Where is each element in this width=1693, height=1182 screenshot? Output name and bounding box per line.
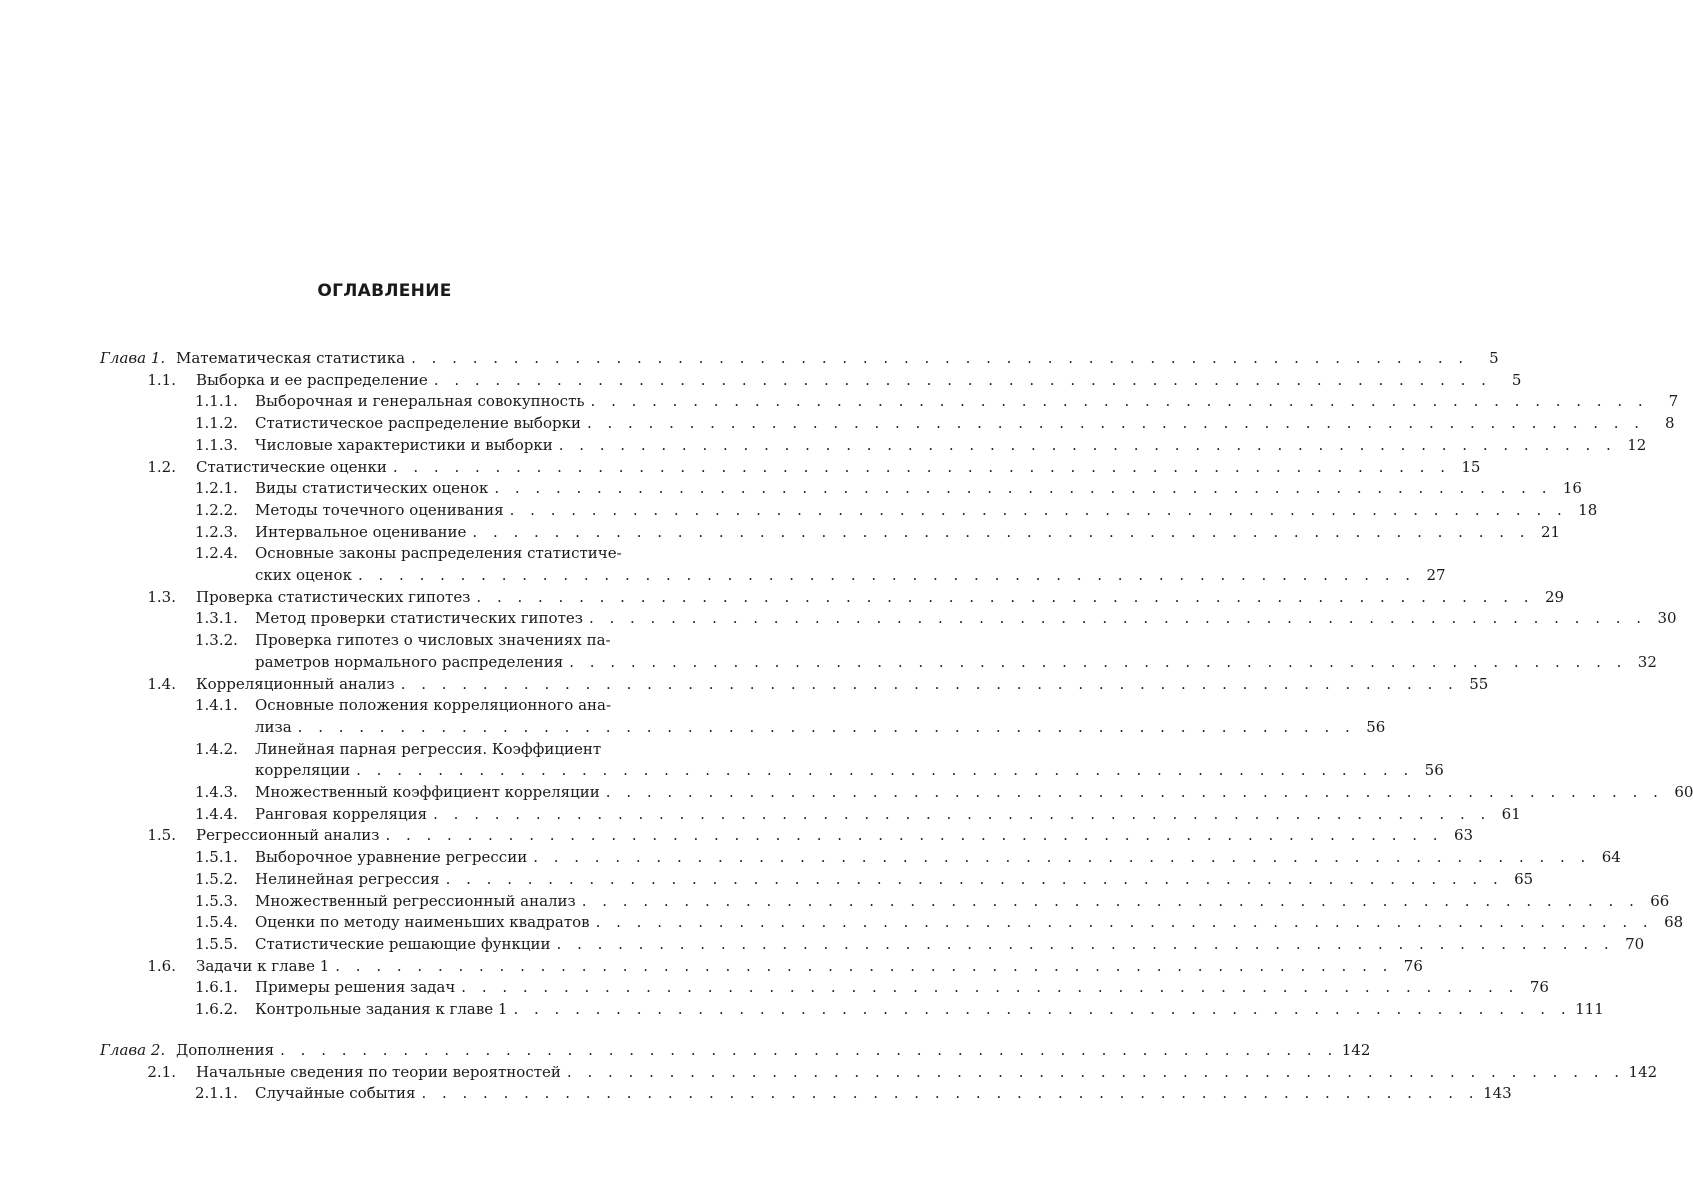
toc-entry-number: 1.5.5. [195,934,238,953]
toc-entry-number: 1.6. [147,956,176,975]
toc-page-number: 32 [1637,652,1657,671]
toc-entry-number: 1.1. [147,370,176,389]
toc-entry-title: Числовые характеристики и выборки [255,435,553,454]
toc-entry-number: 1.4. [147,674,176,693]
toc-entry-number: 2.1. [147,1062,176,1081]
toc-entry-title: Дополнения [176,1040,275,1059]
dot-leader: . . . . . . . . . . . . . . . . . . . . . . . . . . . . . . . . . . . . . . . . . . . . . . . . . . . . [433,370,1492,389]
dot-leader: . . . . . . . . . . . . . . . . . . . . . . . . . . . . . . . . . . . . . . . . . . . . . . . . . . . . [356,761,1414,780]
toc-page-number: 143 [1483,1084,1512,1103]
toc-entry-level-1[interactable] [100,1062,1658,1084]
toc-page-number: 18 [1578,500,1598,519]
toc-page-number: 56 [1366,717,1386,736]
dot-leader: . . . . . . . . . . . . . . . . . . . . . . . . . . . . . . . . . . . . . . . . . . . . . . . . . . . . [476,587,1535,606]
dot-leader: . . . . . . . . . . . . . . . . . . . . . . . . . . . . . . . . . . . . . . . . . . . . . . . . . . . . [297,717,1356,736]
toc-entry-level-0[interactable] [100,348,1499,370]
toc-entry-level-2[interactable] [100,413,1675,435]
toc-entry-number: 1.4.1. [195,696,238,715]
toc-entry-title: Выборочное уравнение регрессии [255,848,528,867]
toc-entry-title: Статистические решающие функции [255,934,551,953]
toc-entry-level-2[interactable] [100,891,1670,913]
toc-entry-title: Статистическое распределение выборки [255,414,581,433]
toc-entry-title: Нелинейная регрессия [255,869,440,888]
toc-entry-level-2[interactable] [100,522,1561,544]
dot-leader: . . . . . . . . . . . . . . . . . . . . . . . . . . . . . . . . . . . . . . . . . . . . . . . . . . . . [513,1000,1572,1019]
toc-entry-title: Задачи к главе 1 [196,956,330,975]
toc-page-number: 111 [1575,1000,1604,1019]
toc-entry-title: Линейная парная регрессия. Коэффициент [255,739,602,758]
toc-entry-number: 1.3.1. [195,609,238,628]
toc-entry-number: 1.5. [147,826,176,845]
toc-entry-number: 1.5.1. [195,848,238,867]
toc-entry-number: Глава 2. [100,1040,166,1059]
toc-page-number: 60 [1674,783,1693,802]
dot-leader: . . . . . . . . . . . . . . . . . . . . . . . . . . . . . . . . . . . . . . . . . . . . . . . . . . . . [472,522,1531,541]
toc-entry-title-continued: лиза [255,717,292,736]
toc-entry-level-1[interactable] [100,674,1489,696]
toc-entry-title: Проверка гипотез о числовых значениях па- [255,631,611,650]
toc-entry-title: Ранговая корреляция [255,804,428,823]
toc-entry-title: Выборочная и генеральная совокупность [255,392,585,411]
toc-entry-number: 2.1.1. [195,1084,238,1103]
toc-page-number: 8 [1665,414,1675,433]
toc-page-number: 70 [1625,934,1645,953]
toc-entry-number: 1.2.4. [195,544,238,563]
toc-entry-level-1[interactable] [100,587,1565,609]
dot-leader: . . . . . . . . . . . . . . . . . . . . . . . . . . . . . . . . . . . . . . . . . . . . . . . . . . . . [357,566,1416,585]
toc-page-number: 76 [1529,978,1549,997]
toc-entry-title: Метод проверки статистических гипотез [255,609,583,628]
toc-page-number: 12 [1627,435,1647,454]
toc-page-number: 65 [1514,869,1534,888]
toc-page-number: 68 [1664,913,1684,932]
toc-entry-title: Множественный коэффициент корреляции [255,783,600,802]
toc-entry-number: 1.3. [147,587,176,606]
toc-entry-title: Методы точечного оценивания [255,500,504,519]
toc-entry-number: 1.2.2. [195,500,238,519]
toc-entry-level-2[interactable] [100,1083,1512,1105]
toc-page-number: 55 [1469,674,1489,693]
toc-entry-number: 1.4.4. [195,804,238,823]
toc-entry-title-continued: раметров нормального распределения [255,652,564,671]
toc-entry-title: Случайные события [255,1084,416,1103]
toc-entry-number: 1.4.2. [195,739,238,758]
toc-title: ОГЛАВЛЕНИЕ [317,281,452,301]
toc-entry-number: 1.5.3. [195,891,238,910]
toc-entry-number: 1.5.2. [195,869,238,888]
dot-leader: . . . . . . . . . . . . . . . . . . . . . . . . . . . . . . . . . . . . . . . . . . . . . . . . . . . . [590,392,1649,411]
toc-entry-title: Проверка статистических гипотез [196,587,471,606]
toc-entry-level-2[interactable] [100,391,1679,413]
toc-entry-level-2[interactable] [100,804,1521,826]
toc-entry-level-2[interactable] [100,739,1444,782]
toc-entry-level-2[interactable] [100,999,1604,1021]
dot-leader: . . . . . . . . . . . . . . . . . . . . . . . . . . . . . . . . . . . . . . . . . . . . . . . . . . . . [280,1040,1338,1059]
dot-leader: . . . . . . . . . . . . . . . . . . . . . . . . . . . . . . . . . . . . . . . . . . . . . . . . . . . . [558,435,1617,454]
toc-entry-number: 1.6.2. [195,1000,238,1019]
toc-entry-title: Оценки по методу наименьших квадратов [255,913,590,932]
dot-leader: . . . . . . . . . . . . . . . . . . . . . . . . . . . . . . . . . . . . . . . . . . . . . . . . . . . . [566,1062,1625,1081]
toc-entry-title: Основные положения корреляционного ана- [255,696,612,715]
table-of-contents [100,348,1693,1105]
toc-entry-title: Выборка и ее распределение [196,370,428,389]
dot-leader: . . . . . . . . . . . . . . . . . . . . . . . . . . . . . . . . . . . . . . . . . . . . . . . . . . . . [433,804,1491,823]
toc-entry-level-2[interactable] [100,977,1549,999]
dot-leader: . . . . . . . . . . . . . . . . . . . . . . . . . . . . . . . . . . . . . . . . . . . . . . . . . . . . [445,869,1504,888]
toc-entry-level-2[interactable] [100,478,1582,500]
toc-entry-level-0[interactable] [100,1040,1371,1062]
toc-entry-number: 1.5.4. [195,913,238,932]
toc-entry-number: 1.3.2. [195,631,238,650]
dot-leader: . . . . . . . . . . . . . . . . . . . . . . . . . . . . . . . . . . . . . . . . . . . . . . . . . . . . [586,414,1645,433]
toc-page-number: 64 [1601,848,1621,867]
toc-page-number: 27 [1426,566,1446,585]
toc-entry-level-2[interactable] [100,912,1684,934]
toc-entry-level-1[interactable] [100,956,1423,978]
toc-page-number: 56 [1424,761,1444,780]
toc-entry-title: Основные законы распределения статистиче- [255,544,622,563]
toc-entry-title: Регрессионный анализ [196,826,380,845]
toc-entry-level-1[interactable] [100,457,1481,479]
toc-entry-number: 1.1.1. [195,392,238,411]
toc-entry-level-2[interactable] [100,869,1534,891]
toc-entry-title: Интервальное оценивание [255,522,467,541]
toc-entry-level-1[interactable] [100,370,1522,392]
toc-entry-level-2[interactable] [100,847,1621,869]
toc-page-number: 5 [1489,349,1499,367]
toc-entry-title: Корреляционный анализ [196,674,395,693]
dot-leader: . . . . . . . . . . . . . . . . . . . . . . . . . . . . . . . . . . . . . . . . . . . . . . . . . . . . [581,891,1640,910]
toc-entry-number: 1.2. [147,457,176,476]
dot-leader: . . . . . . . . . . . . . . . . . . . . . . . . . . . . . . . . . . . . . . . . . . . . . . . . . . . . [385,826,1444,845]
dot-leader: . . . . . . . . . . . . . . . . . . . . . . . . . . . . . . . . . . . . . . . . . . . . . . . . . . . . [556,934,1615,953]
toc-page-number: 5 [1511,370,1522,389]
toc-entry-number: Глава 1. [100,349,166,367]
dot-leader: . . . . . . . . . . . . . . . . . . . . . . . . . . . . . . . . . . . . . . . . . . . . . . . . . . . . [595,913,1654,932]
toc-entry-level-2[interactable] [100,543,1446,586]
chapter-gap [100,1021,680,1040]
dot-leader: . . . . . . . . . . . . . . . . . . . . . . . . . . . . . . . . . . . . . . . . . . . . . . . . . . . . [392,457,1451,476]
dot-leader: . . . . . . . . . . . . . . . . . . . . . . . . . . . . . . . . . . . . . . . . . . . . . . . . . . . . [569,652,1627,671]
toc-page-number: 142 [1341,1040,1371,1059]
toc-entry-level-2[interactable] [100,695,1386,738]
toc-page-number: 76 [1403,956,1423,975]
toc-page-number: 15 [1461,457,1481,476]
toc-entry-level-2[interactable] [100,782,1693,804]
toc-entry-title-continued: корреляции [255,761,351,780]
dot-leader: . . . . . . . . . . . . . . . . . . . . . . . . . . . . . . . . . . . . . . . . . . . . . . . . . . . . [461,978,1519,997]
toc-entry-title: Примеры решения задач [255,978,456,997]
dot-leader: . . . . . . . . . . . . . . . . . . . . . . . . . . . . . . . . . . . . . . . . . . . . . . . . . . . . [533,848,1591,867]
toc-entry-level-2[interactable] [100,630,1657,673]
toc-entry-title: Контрольные задания к главе 1 [255,1000,508,1019]
toc-entry-title: Виды статистических оценок [255,479,489,498]
toc-entry-number: 1.6.1. [195,978,238,997]
toc-page-number: 21 [1540,522,1561,541]
toc-page-number: 142 [1628,1062,1658,1081]
toc-entry-number: 1.1.2. [195,414,238,433]
toc-entry-number: 1.1.3. [195,435,238,454]
dot-leader: . . . . . . . . . . . . . . . . . . . . . . . . . . . . . . . . . . . . . . . . . . . . . . . . . . . . [411,349,1469,367]
toc-entry-level-2[interactable] [100,500,1598,522]
toc-entry-number: 1.2.1. [195,479,238,498]
toc-entry-title: Начальные сведения по теории вероятностей [196,1062,561,1081]
dot-leader: . . . . . . . . . . . . . . . . . . . . . . . . . . . . . . . . . . . . . . . . . . . . . . . . . . . . [494,479,1552,498]
dot-leader: . . . . . . . . . . . . . . . . . . . . . . . . . . . . . . . . . . . . . . . . . . . . . . . . . . . . [400,674,1459,693]
dot-leader: . . . . . . . . . . . . . . . . . . . . . . . . . . . . . . . . . . . . . . . . . . . . . . . . . . . . [421,1084,1480,1103]
toc-entry-number: 1.4.3. [195,783,238,802]
toc-page-number: 29 [1544,587,1565,606]
toc-page-number: 7 [1668,392,1679,411]
toc-entry-level-2[interactable] [100,934,1645,956]
dot-leader: . . . . . . . . . . . . . . . . . . . . . . . . . . . . . . . . . . . . . . . . . . . . . . . . . . . . [588,609,1647,628]
toc-entry-title: Статистические оценки [196,457,387,476]
toc-entry-title: Математическая статистика [176,349,406,367]
dot-leader: . . . . . . . . . . . . . . . . . . . . . . . . . . . . . . . . . . . . . . . . . . . . . . . . . . . . [605,783,1664,802]
toc-entry-level-2[interactable] [100,608,1677,630]
dot-leader: . . . . . . . . . . . . . . . . . . . . . . . . . . . . . . . . . . . . . . . . . . . . . . . . . . . . [335,956,1393,975]
toc-page-number: 30 [1657,609,1677,628]
toc-entry-level-1[interactable] [100,825,1474,847]
toc-entry-level-2[interactable] [100,435,1647,457]
toc-page-number: 63 [1453,826,1474,845]
toc-page-number: 66 [1650,891,1670,910]
toc-entry-title: Множественный регрессионный анализ [255,891,576,910]
dot-leader: . . . . . . . . . . . . . . . . . . . . . . . . . . . . . . . . . . . . . . . . . . . . . . . . . . . . [509,500,1568,519]
toc-entry-number: 1.2.3. [195,522,238,541]
toc-page-number: 61 [1501,804,1521,823]
toc-entry-title-continued: ских оценок [255,566,352,585]
toc-page-number: 16 [1562,479,1582,498]
